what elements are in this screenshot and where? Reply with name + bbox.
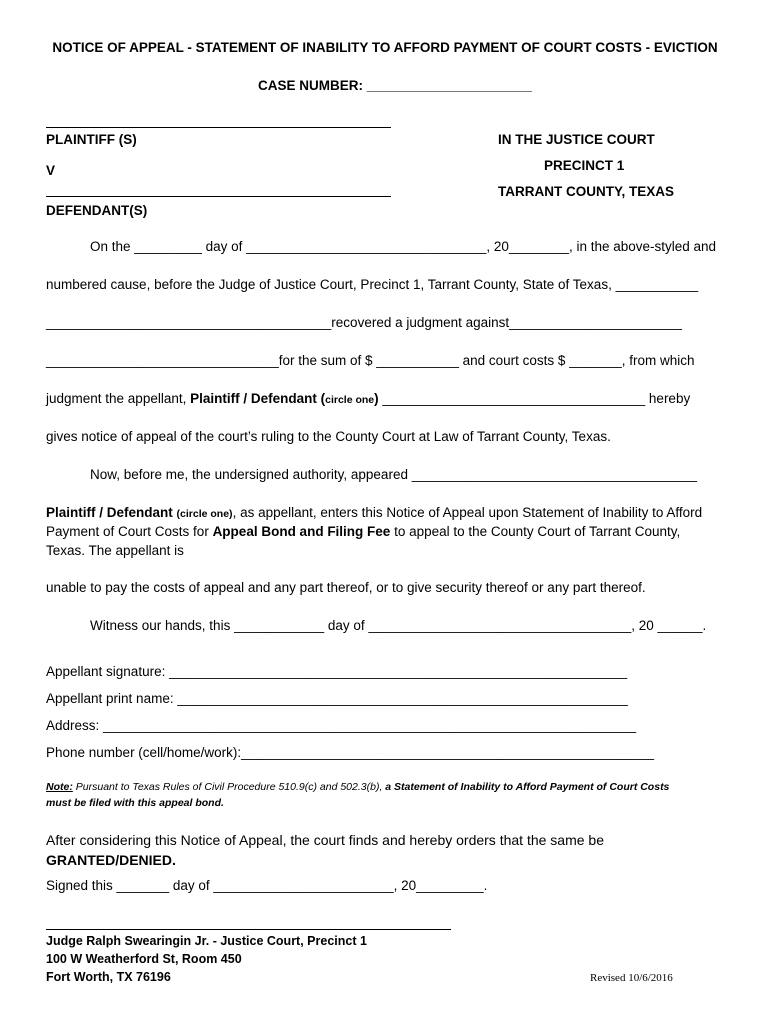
- plaintiff-label: PLAINTIFF (S): [46, 132, 137, 147]
- appellant-print-name-field[interactable]: Appellant print name: ____________________________________________________________: [46, 691, 628, 706]
- plaintiff-defendant-choice: Plaintiff / Defendant (: [190, 391, 326, 406]
- case-number-label: CASE NUMBER: ______________________: [258, 78, 532, 93]
- granted-denied: GRANTED/DENIED.: [46, 852, 176, 868]
- paragraph-1-line-5: [46, 391, 690, 406]
- note-bold-text: a Statement of Inability to Afford Payment of Court Costs: [385, 781, 670, 793]
- order-line-1: After considering this Notice of Appeal, the court finds and hereby orders that the same be: [46, 832, 604, 848]
- paragraph-1-line-1: On the _________ day of ________________________________, 20________, in the above-styled and: [90, 239, 717, 254]
- circle-one-note: circle one: [325, 394, 375, 406]
- paren-close: ): [374, 391, 379, 406]
- appellant-signature-field[interactable]: Appellant signature: _____________________________________________________________: [46, 664, 628, 679]
- plaintiff-line[interactable]: [46, 127, 391, 128]
- paragraph-3-line-3: Texas. The appellant is: [46, 543, 184, 558]
- appeal-bond-filing-fee: Appeal Bond and Filing Fee: [212, 524, 391, 539]
- signed-date-line: Signed this _______ day of ________________________, 20_________.: [46, 878, 488, 893]
- versus-label: V: [46, 163, 56, 178]
- paragraph-1-line-2: numbered cause, before the Judge of Justice Court, Precinct 1, Tarrant County, State of Texas, ___________: [46, 277, 699, 292]
- paragraph-4-line-1: unable to pay the costs of appeal and any part thereof, or to give security thereof or any part thereof.: [46, 580, 646, 595]
- revised-date: Revised 10/6/2016: [590, 972, 673, 984]
- paragraph-3-line-1: [46, 505, 702, 520]
- defendant-line[interactable]: [46, 196, 391, 197]
- paragraph-3-line-2-post: to appeal to the County Court of Tarrant County,: [390, 524, 681, 539]
- paragraph-2-line-1: Now, before me, the undersigned authority, appeared ______________________________________: [90, 467, 698, 482]
- judge-address-1: 100 W Weatherford St, Room 450: [46, 952, 242, 966]
- defendant-label: DEFENDANT(S): [46, 203, 148, 218]
- phone-number-field[interactable]: Phone number (cell/home/work):_______________________________________________________: [46, 745, 655, 760]
- paragraph-5-line-1: Witness our hands, this ____________ day of ___________________________________, 20 ______.: [90, 618, 707, 633]
- paragraph-1-line-6: gives notice of appeal of the court’s ruling to the County Court at Law of Tarrant County, Texas.: [46, 429, 611, 444]
- court-county: TARRANT COUNTY, TEXAS: [498, 184, 675, 199]
- court-precinct: PRECINCT 1: [544, 158, 625, 173]
- circle-one-note-2: (circle one): [176, 508, 233, 520]
- paragraph-1-line-3: ______________________________________recovered a judgment against_______________________: [46, 315, 682, 330]
- paragraph-1-line-5-post: ___________________________________ hereby: [378, 391, 691, 406]
- judge-name: Judge Ralph Swearingin Jr. - Justice Court, Precinct 1: [46, 934, 367, 948]
- note-line-1: [46, 781, 669, 793]
- paragraph-3-line-2: [46, 524, 680, 539]
- note-line-2: must be filed with this appeal bond.: [46, 797, 224, 809]
- paragraph-3-line-2-pre: Payment of Court Costs for: [46, 524, 213, 539]
- address-field[interactable]: Address: _______________________________________________________________________: [46, 718, 637, 733]
- paragraph-1-line-5-pre: judgment the appellant,: [46, 391, 191, 406]
- judge-address-2: Fort Worth, TX 76196: [46, 970, 171, 984]
- document-title: NOTICE OF APPEAL - STATEMENT OF INABILITY TO AFFORD PAYMENT OF COURT COSTS - EVICTION: [52, 40, 718, 55]
- judge-signature-line[interactable]: [46, 929, 451, 930]
- paragraph-1-line-4: _______________________________for the sum of $ ___________ and court costs $ _______, from which: [46, 353, 695, 368]
- court-name: IN THE JUSTICE COURT: [498, 132, 655, 147]
- note-label: Note:: [46, 781, 73, 793]
- plaintiff-defendant-label: Plaintiff / Defendant: [46, 505, 173, 520]
- paragraph-3-line-1-post: , as appellant, enters this Notice of Appeal upon Statement of Inability to Afford: [232, 505, 703, 520]
- note-text: Pursuant to Texas Rules of Civil Procedure 510.9(c) and 502.3(b),: [72, 781, 386, 793]
